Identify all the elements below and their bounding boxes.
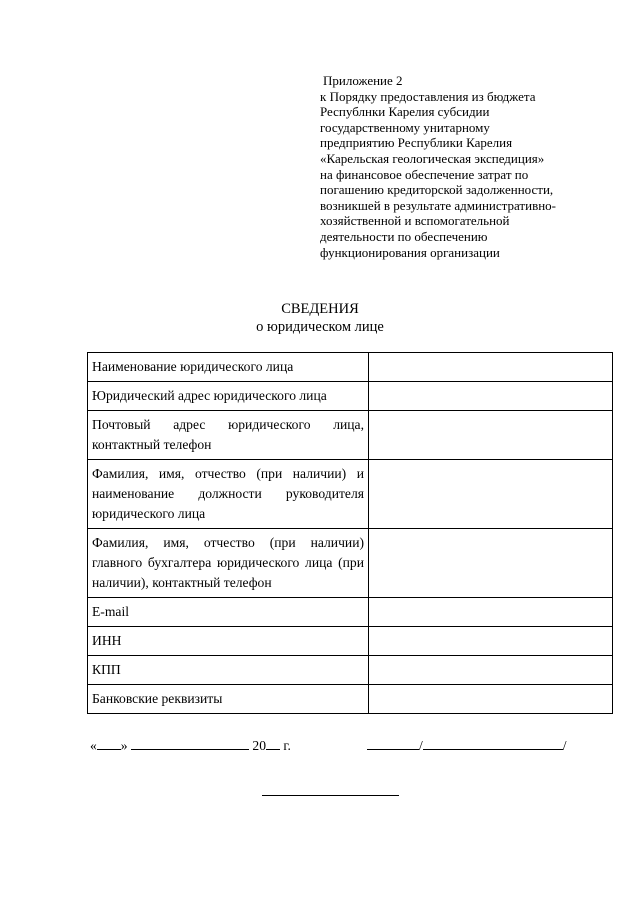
row-label: Банковские реквизиты <box>88 685 369 714</box>
appendix-line: деятельности по обеспечению <box>320 228 488 244</box>
year-blank[interactable] <box>266 737 280 750</box>
row-label: E-mail <box>88 598 369 627</box>
appendix-line: на финансовое обеспечение затрат по <box>320 166 529 182</box>
row-value-field[interactable] <box>369 598 613 627</box>
table-row <box>88 598 613 627</box>
table-row <box>88 656 613 685</box>
row-label: Почтовый адрес юридического лица, контактный телефон <box>88 411 369 460</box>
row-value-field[interactable] <box>369 382 613 411</box>
row-value-field[interactable] <box>369 656 613 685</box>
appendix-line: предприятию Республики Карелия <box>320 135 513 151</box>
table-row <box>88 685 613 714</box>
row-value-field[interactable] <box>369 627 613 656</box>
appendix-line: к Порядку предоставления из бюджета <box>320 88 536 104</box>
appendix-line: государственному унитарному <box>320 119 490 135</box>
appendix-line: Приложение 2 <box>323 73 403 88</box>
row-label: Юридический адрес юридического лица <box>88 382 369 411</box>
slash: / <box>562 738 567 753</box>
legal-entity-table <box>87 352 613 714</box>
table-row <box>88 529 613 598</box>
row-label: Наименование юридического лица <box>88 353 369 382</box>
row-value-field[interactable] <box>369 685 613 714</box>
close-quote: » <box>120 738 128 753</box>
name-blank[interactable] <box>423 737 563 750</box>
title-subheading: о юридическом лице <box>256 319 384 335</box>
appendix-line: Республнки Карелия субсидии <box>320 104 490 120</box>
table-row <box>88 411 613 460</box>
row-value-field[interactable] <box>369 460 613 529</box>
appendix-line: «Карельская геологическая экспедиция» <box>320 150 545 166</box>
appendix-line: возникшей в результате административно- <box>320 197 556 213</box>
open-quote: « <box>90 738 97 753</box>
row-label: КПП <box>88 656 369 685</box>
date-line <box>90 737 291 754</box>
row-label: Фамилия, имя, отчество (при наличии) и наименование должности руководителя юридического лица <box>88 460 369 529</box>
table-row <box>88 382 613 411</box>
row-value-field[interactable] <box>369 353 613 382</box>
document-title <box>0 300 640 336</box>
table-row <box>88 353 613 382</box>
row-label: ИНН <box>88 627 369 656</box>
signature-blank[interactable] <box>367 737 419 750</box>
month-blank[interactable] <box>131 737 249 750</box>
appendix-line: погашению кредиторской задолженности, <box>320 182 554 198</box>
appendix-line: хозяйственной и вспомогательной <box>320 213 510 229</box>
row-label: Фамилия, имя, отчество (при наличии) главного бухгалтера юридического лица (при наличии), контактный телефон <box>88 529 369 598</box>
day-blank[interactable] <box>97 737 121 750</box>
title-heading: СВЕДЕНИЯ <box>281 301 359 317</box>
signature-line <box>367 737 567 754</box>
slash: / <box>419 738 423 753</box>
row-value-field[interactable] <box>369 529 613 598</box>
appendix-line: функционирования организации <box>320 244 500 260</box>
table-row <box>88 627 613 656</box>
year-prefix: 20 <box>252 738 266 753</box>
bottom-underline <box>262 795 399 796</box>
appendix-block <box>320 73 590 260</box>
table-row <box>88 460 613 529</box>
row-value-field[interactable] <box>369 411 613 460</box>
year-suffix: г. <box>283 738 291 753</box>
